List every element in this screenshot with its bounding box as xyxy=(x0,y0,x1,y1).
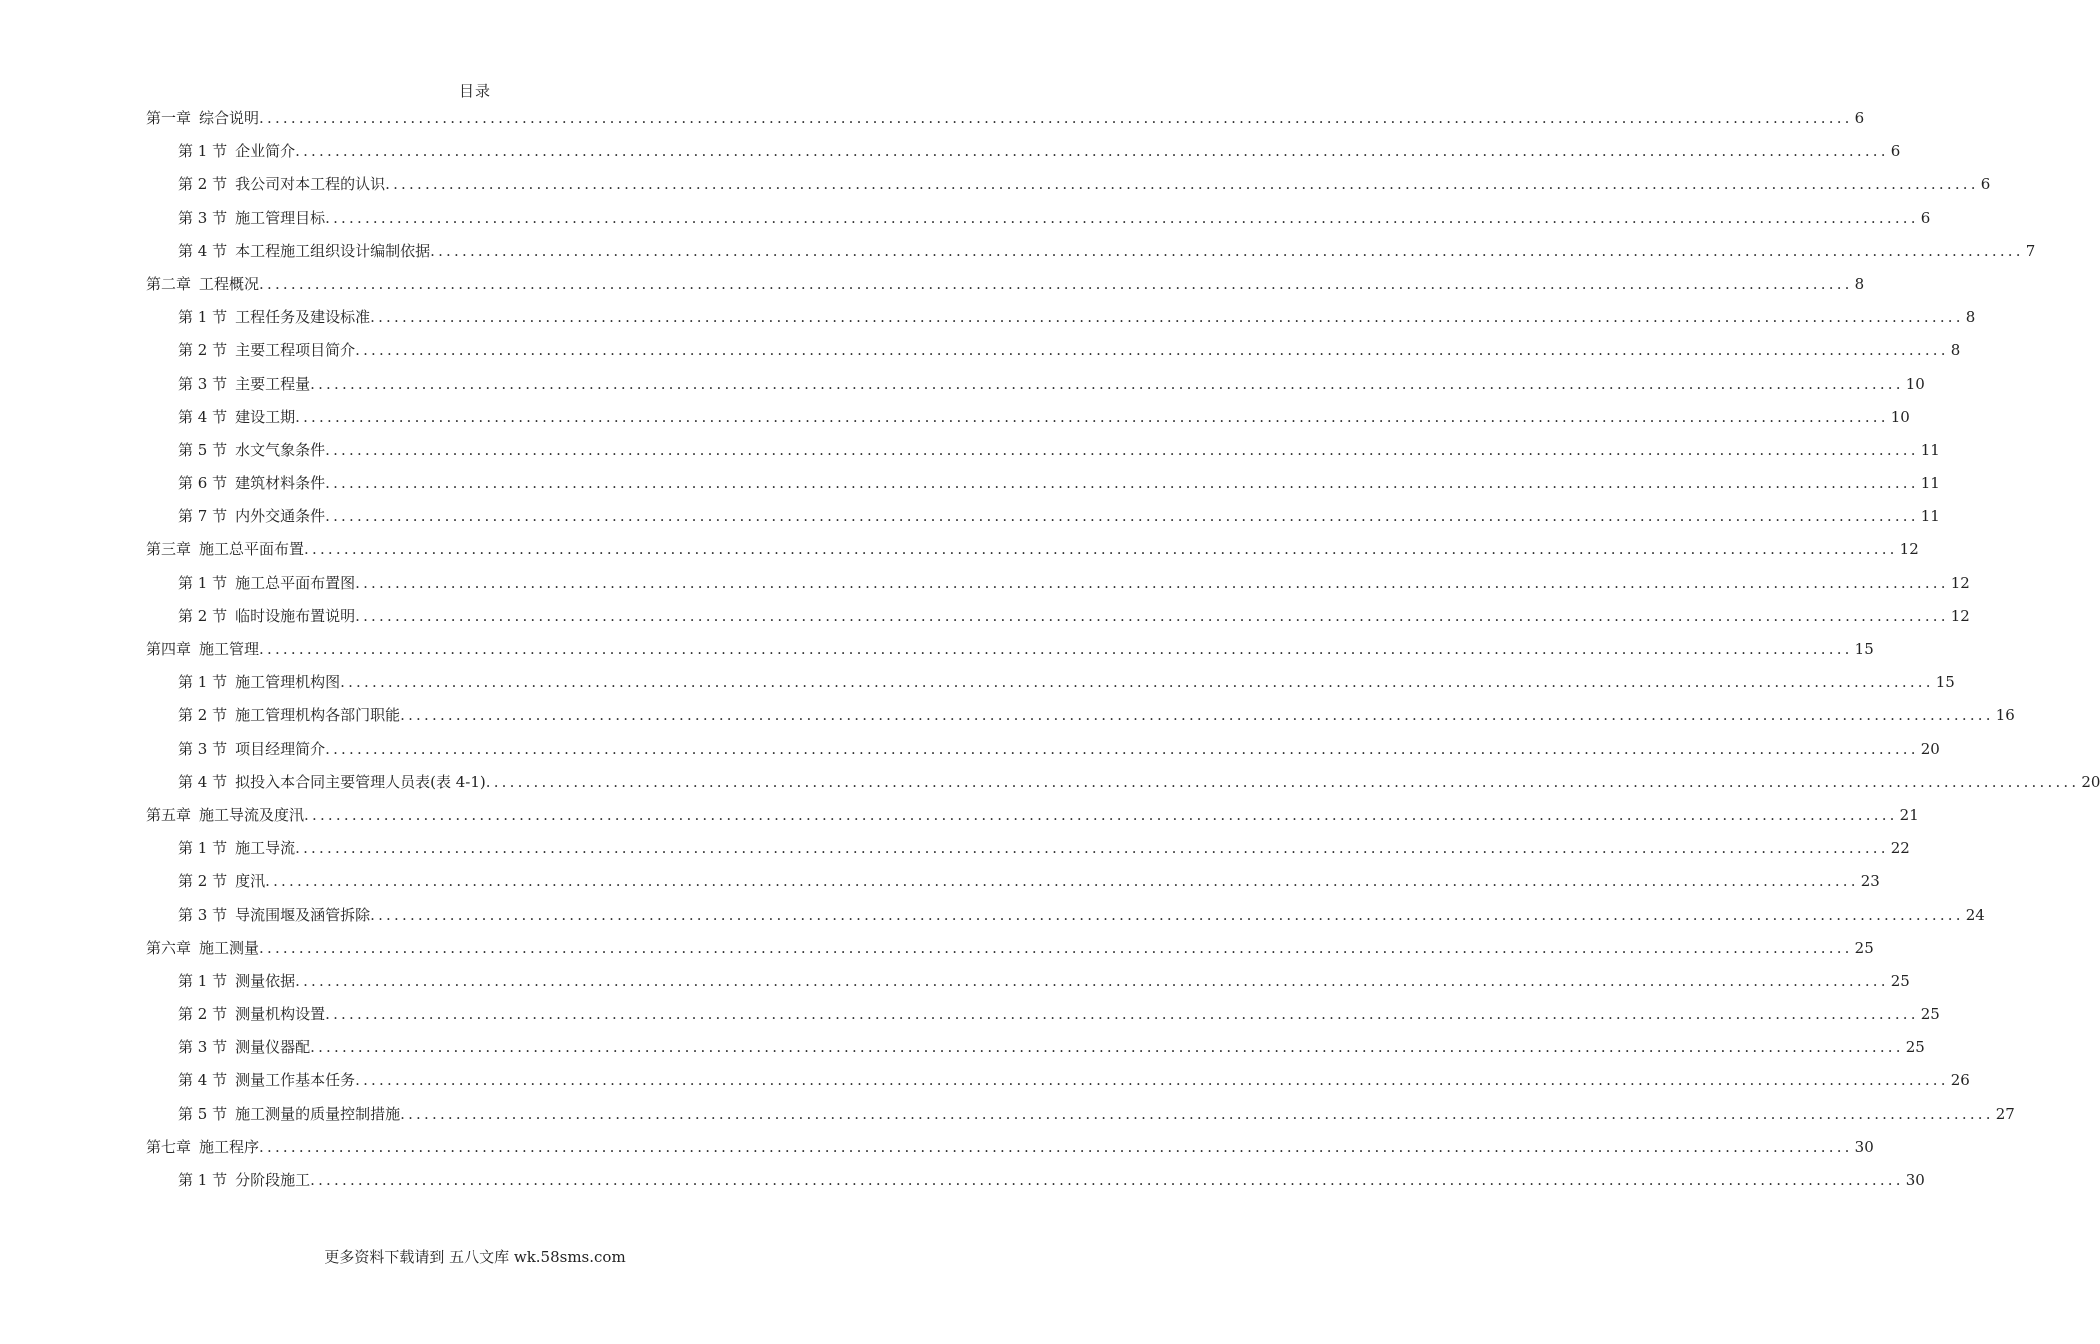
toc-page-number: 11 xyxy=(1920,474,1940,493)
toc-section-entry[interactable] xyxy=(146,368,1925,401)
toc-leader-dots: ........................................................................................................................................................................................................ xyxy=(304,805,1898,824)
toc-entry-number: 第 5 节 xyxy=(178,440,228,459)
toc-section-entry[interactable] xyxy=(146,401,1910,434)
toc-entry-title: 主要工程量 xyxy=(235,374,311,393)
toc-entry-number: 第一章 xyxy=(146,109,192,127)
toc-entry-title: 施工导流 xyxy=(235,839,296,858)
toc-page-number: 30 xyxy=(1905,1171,1925,1189)
toc-entry-title: 施工管理机构各部门职能 xyxy=(235,706,401,725)
toc-entry-number: 第 1 节 xyxy=(178,573,228,592)
toc-chapter-entry[interactable] xyxy=(146,533,1919,566)
toc-section-entry[interactable] xyxy=(146,168,1991,201)
toc-section-entry[interactable] xyxy=(146,334,1961,367)
footer-text: 更多资料下载请到 五八文库 wk.58sms.com xyxy=(324,1248,626,1266)
toc-chapter-entry[interactable] xyxy=(146,633,1874,666)
toc-entry-number: 第 2 节 xyxy=(178,341,228,360)
toc-entry-title: 工程任务及建设标准 xyxy=(235,308,371,327)
toc-page-number: 27 xyxy=(1995,1104,2015,1123)
toc-entry-title: 施工测量 xyxy=(199,938,260,957)
toc-entry-title: 我公司对本工程的认识 xyxy=(235,175,386,194)
toc-page-number: 30 xyxy=(1854,1137,1874,1156)
toc-entry-number: 第 2 节 xyxy=(178,606,228,625)
toc-entry-number: 第四章 xyxy=(146,640,192,658)
toc-entry-number: 第 3 节 xyxy=(178,1038,228,1057)
toc-entry-title: 项目经理简介 xyxy=(235,739,326,758)
toc-entry-number: 第七章 xyxy=(146,1137,192,1156)
toc-page-number: 25 xyxy=(1854,938,1874,957)
toc-leader-dots: ........................................................................................................................................................................................................ xyxy=(325,507,1919,526)
toc-chapter-entry[interactable] xyxy=(146,102,1865,135)
toc-leader-dots: ........................................................................................................................................................................................................ xyxy=(325,1005,1919,1024)
toc-entry-number: 第三章 xyxy=(146,540,192,559)
toc-entry-title: 临时设施布置说明 xyxy=(235,606,356,625)
toc-page-number: 25 xyxy=(1890,971,1910,990)
toc-leader-dots: ........................................................................................................................................................................................................ xyxy=(304,540,1898,559)
toc-entry-number: 第 1 节 xyxy=(178,1171,228,1189)
toc-entry-title: 施工管理 xyxy=(199,640,260,658)
toc-section-entry[interactable] xyxy=(146,733,1940,766)
toc-entry-title: 测量工作基本任务 xyxy=(235,1071,356,1090)
toc-section-entry[interactable] xyxy=(146,600,1970,633)
toc-page-number: 26 xyxy=(1950,1071,1970,1090)
toc-entry-number: 第 3 节 xyxy=(178,208,228,227)
toc-entry-number: 第五章 xyxy=(146,805,192,824)
toc-section-entry[interactable] xyxy=(146,301,1976,334)
toc-entry-title: 企业简介 xyxy=(235,142,296,161)
toc-page-number: 12 xyxy=(1950,573,1970,592)
toc-entry-title: 测量仪器配 xyxy=(235,1038,311,1057)
toc-entry-number: 第 1 节 xyxy=(178,142,228,161)
toc-entry-number: 第 3 节 xyxy=(178,374,228,393)
toc-page-number: 6 xyxy=(1854,109,1865,127)
toc-entry-number: 第 1 节 xyxy=(178,971,228,990)
toc-entry-number: 第 4 节 xyxy=(178,1071,228,1090)
toc-leader-dots: ........................................................................................................................................................................................................ xyxy=(310,1038,1904,1057)
toc-page-number: 8 xyxy=(1854,274,1865,293)
toc-page-number: 25 xyxy=(1920,1005,1940,1024)
toc-leader-dots: ........................................................................................................................................................................................................ xyxy=(259,109,1853,127)
toc-entry-number: 第 1 节 xyxy=(178,839,228,858)
toc-leader-dots: ........................................................................................................................................................................................................ xyxy=(400,706,1994,725)
toc-entry-title: 建筑材料条件 xyxy=(235,474,326,493)
toc-entry-number: 第 2 节 xyxy=(178,872,228,891)
toc-leader-dots: ........................................................................................................................................................................................................ xyxy=(400,1104,1994,1123)
toc-title: 目录 xyxy=(458,82,491,100)
toc-section-entry[interactable] xyxy=(146,467,1940,500)
toc-entry-title: 施工导流及度汛 xyxy=(199,805,305,824)
toc-entry-number: 第 4 节 xyxy=(178,241,228,260)
toc-section-entry[interactable] xyxy=(146,1031,1925,1064)
toc-entry-title: 内外交通条件 xyxy=(235,507,326,526)
toc-page-number: 24 xyxy=(1965,905,1985,924)
toc-page-number: 12 xyxy=(1899,540,1919,559)
toc-section-entry[interactable] xyxy=(146,899,1985,932)
toc-entry-title: 建设工期 xyxy=(235,407,296,426)
toc-entry-title: 分阶段施工 xyxy=(235,1171,311,1189)
toc-chapter-entry[interactable] xyxy=(146,268,1865,301)
toc-leader-dots: ........................................................................................................................................................................................................ xyxy=(325,208,1919,227)
toc-entry-title: 施工总平面布置 xyxy=(199,540,305,559)
toc-page-number: 6 xyxy=(1890,142,1901,161)
toc-page-number: 7 xyxy=(2025,241,2036,260)
toc-entry-number: 第 3 节 xyxy=(178,905,228,924)
toc-section-entry[interactable] xyxy=(146,1064,1970,1097)
toc-page-number: 25 xyxy=(1905,1038,1925,1057)
toc-entry-title: 施工管理目标 xyxy=(235,208,326,227)
toc-page-number: 12 xyxy=(1950,606,1970,625)
toc-section-entry[interactable] xyxy=(146,567,1970,600)
toc-leader-dots: ........................................................................................................................................................................................................ xyxy=(355,1071,1949,1090)
toc-entry-title: 施工测量的质量控制措施 xyxy=(235,1104,401,1123)
toc-entry-number: 第 6 节 xyxy=(178,474,228,493)
toc-leader-dots: ........................................................................................................................................................................................................ xyxy=(295,971,1889,990)
toc-page-number: 8 xyxy=(1965,308,1976,327)
toc-section-entry[interactable] xyxy=(146,965,1910,998)
toc-entry-title: 综合说明 xyxy=(199,109,260,127)
toc-page-number: 8 xyxy=(1950,341,1961,360)
toc-entry-title: 施工管理机构图 xyxy=(235,673,341,692)
toc-leader-dots: ........................................................................................................................................................................................................ xyxy=(355,606,1949,625)
toc-section-entry[interactable] xyxy=(146,832,1910,865)
toc-leader-dots: ........................................................................................................................................................................................................ xyxy=(385,175,1979,194)
toc-section-entry[interactable] xyxy=(146,202,1931,235)
toc-leader-dots: ........................................................................................................................................................................................................ xyxy=(355,573,1949,592)
toc-section-entry[interactable] xyxy=(146,865,1880,898)
toc-entry-title: 测量依据 xyxy=(235,971,296,990)
toc-entry-number: 第 3 节 xyxy=(178,739,228,758)
toc-entry-title: 水文气象条件 xyxy=(235,440,326,459)
toc-leader-dots: ........................................................................................................................................................................................................ xyxy=(355,341,1949,360)
toc-page-number: 22 xyxy=(1890,839,1910,858)
toc-entry-number: 第 2 节 xyxy=(178,1005,228,1024)
toc-entry-title: 工程概况 xyxy=(199,274,260,293)
toc-leader-dots: ........................................................................................................................................................................................................ xyxy=(325,440,1919,459)
toc-leader-dots: ........................................................................................................................................................................................................ xyxy=(325,739,1919,758)
toc-page-number: 23 xyxy=(1860,872,1880,891)
toc-leader-dots: ........................................................................................................................................................................................................ xyxy=(370,905,1964,924)
toc-entry-number: 第 5 节 xyxy=(178,1104,228,1123)
toc-leader-dots: ........................................................................................................................................................................................................ xyxy=(295,839,1889,858)
toc-page-number: 11 xyxy=(1920,440,1940,459)
toc-entry-number: 第 2 节 xyxy=(178,175,228,194)
toc-leader-dots: ........................................................................................................................................................................................................ xyxy=(259,274,1853,293)
toc-leader-dots: ........................................................................................................................................................................................................ xyxy=(325,474,1919,493)
toc-section-entry[interactable] xyxy=(146,699,2015,732)
toc-page-number: 20 xyxy=(2081,772,2100,791)
toc-chapter-entry[interactable] xyxy=(146,799,1919,832)
toc-entry-number: 第 7 节 xyxy=(178,507,228,526)
toc-page-number: 11 xyxy=(1920,507,1940,526)
toc-section-entry[interactable] xyxy=(146,500,1940,533)
toc-entry-title: 测量机构设置 xyxy=(235,1005,326,1024)
toc-entry-number: 第六章 xyxy=(146,938,192,957)
toc-section-entry[interactable] xyxy=(146,235,2036,268)
toc-page-number: 10 xyxy=(1890,407,1910,426)
toc-leader-dots: ........................................................................................................................................................................................................ xyxy=(259,640,1853,658)
toc-leader-dots: ........................................................................................................................................................................................................ xyxy=(340,673,1934,692)
toc-entry-title: 主要工程项目简介 xyxy=(235,341,356,360)
toc-section-entry[interactable] xyxy=(146,135,1901,168)
toc-chapter-entry[interactable] xyxy=(146,932,1874,965)
toc-leader-dots: ........................................................................................................................................................................................................ xyxy=(259,1137,1853,1156)
toc-page-number: 10 xyxy=(1905,374,1925,393)
toc-section-entry[interactable] xyxy=(146,998,1940,1031)
toc-page-number: 15 xyxy=(1854,640,1874,658)
toc-page-number: 6 xyxy=(1980,175,1991,194)
toc-entry-number: 第 1 节 xyxy=(178,673,228,692)
table-of-contents xyxy=(146,102,2100,1197)
toc-section-entry[interactable] xyxy=(146,434,1940,467)
toc-leader-dots: ........................................................................................................................................................................................................ xyxy=(430,241,2024,260)
toc-section-entry[interactable] xyxy=(146,766,2100,799)
toc-entry-number: 第 4 节 xyxy=(178,407,228,426)
toc-section-entry[interactable] xyxy=(146,1098,2015,1131)
toc-entry-title: 拟投入本合同主要管理人员表(表 4-1) xyxy=(235,772,486,791)
toc-chapter-entry[interactable] xyxy=(146,1131,1874,1164)
toc-entry-number: 第二章 xyxy=(146,274,192,293)
toc-leader-dots: ........................................................................................................................................................................................................ xyxy=(310,1171,1904,1189)
toc-entry-number: 第 2 节 xyxy=(178,706,228,725)
toc-entry-title: 施工总平面布置图 xyxy=(235,573,356,592)
toc-leader-dots: ........................................................................................................................................................................................................ xyxy=(295,142,1889,161)
toc-leader-dots: ........................................................................................................................................................................................................ xyxy=(370,308,1964,327)
toc-page-number: 6 xyxy=(1920,208,1931,227)
toc-entry-number: 第 4 节 xyxy=(178,772,228,791)
toc-entry-number: 第 1 节 xyxy=(178,308,228,327)
toc-entry-title: 度汛 xyxy=(235,872,266,891)
toc-section-entry[interactable] xyxy=(146,666,1955,699)
toc-entry-title: 导流围堰及涵管拆除 xyxy=(235,905,371,924)
toc-section-entry[interactable] xyxy=(146,1164,1925,1197)
toc-page-number: 16 xyxy=(1995,706,2015,725)
toc-leader-dots: ........................................................................................................................................................................................................ xyxy=(485,772,2080,791)
toc-page-number: 21 xyxy=(1899,805,1919,824)
toc-entry-title: 施工程序 xyxy=(199,1137,260,1156)
toc-leader-dots: ........................................................................................................................................................................................................ xyxy=(295,407,1889,426)
toc-page-number: 20 xyxy=(1920,739,1940,758)
toc-leader-dots: ........................................................................................................................................................................................................ xyxy=(259,938,1853,957)
toc-page-number: 15 xyxy=(1935,673,1955,692)
toc-entry-title: 本工程施工组织设计编制依据 xyxy=(235,241,431,260)
toc-leader-dots: ........................................................................................................................................................................................................ xyxy=(310,374,1904,393)
toc-leader-dots: ........................................................................................................................................................................................................ xyxy=(265,872,1859,891)
